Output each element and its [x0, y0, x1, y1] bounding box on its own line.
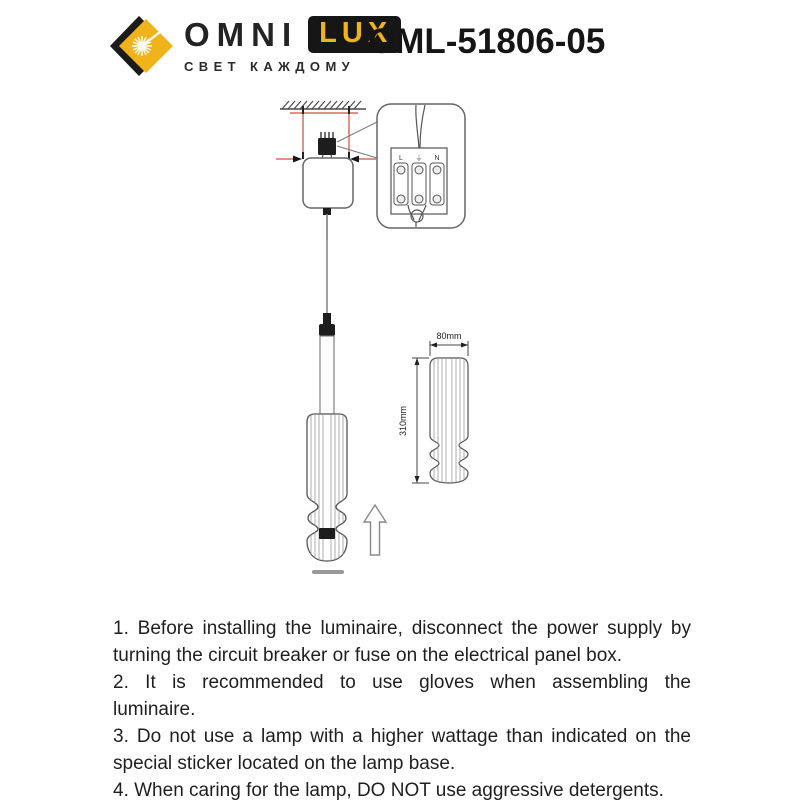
instruction-item	[113, 669, 691, 723]
instruction-line: turning the circuit breaker or fuse on the electrical panel box.	[113, 645, 623, 666]
terminal-label-n: N	[434, 155, 440, 162]
instruction-line: 1. Before installing the luminaire, disconnect the power supply by	[113, 618, 691, 639]
width-dimension-label: 80mm	[436, 331, 462, 341]
stem-tube	[320, 336, 334, 414]
instruction-line: luminaire.	[113, 699, 196, 720]
instruction-item	[113, 723, 691, 777]
instructions	[113, 615, 691, 800]
terminal-label-earth: ⏚	[415, 155, 423, 162]
model-number: OML-51806-05	[368, 22, 606, 61]
callout-lines	[337, 122, 377, 158]
instruction-line: special sticker located on the lamp base.	[113, 753, 456, 774]
power-connector	[318, 132, 336, 159]
instruction-item	[113, 615, 691, 669]
instruction-line: 3. Do not use a lamp with a higher wattage than indicated on the	[113, 726, 691, 747]
terminal-label-l: L	[399, 155, 403, 162]
brand-primary: OMNI	[184, 16, 299, 53]
shade-band	[319, 528, 335, 539]
instruction-item	[113, 777, 691, 800]
cable-connector	[319, 313, 335, 336]
dimension-shade	[430, 357, 468, 484]
dimension-diagram	[393, 318, 518, 503]
diffuser-plate	[312, 570, 344, 574]
instruction-line: 2. It is recommended to use gloves when assembling the	[113, 672, 691, 693]
logo-icon	[102, 6, 176, 80]
height-dimension	[412, 358, 429, 483]
omnilux-logo	[102, 6, 401, 80]
lux-badge: LUX	[308, 16, 401, 53]
ribbed-shade	[307, 413, 347, 562]
up-arrow-icon	[364, 505, 386, 555]
height-dimension-label: 310mm	[398, 405, 408, 437]
ceiling-hatch	[280, 101, 366, 109]
instruction-line: 4. When caring for the lamp, DO NOT use aggressive detergents.	[113, 780, 664, 800]
logo-sun-center	[139, 43, 145, 49]
ceiling-canopy	[303, 158, 353, 208]
callout-bubble	[377, 104, 465, 228]
pendant-diagram	[298, 214, 398, 580]
brand-tagline: СВЕТ КАЖДОМУ	[184, 59, 356, 74]
